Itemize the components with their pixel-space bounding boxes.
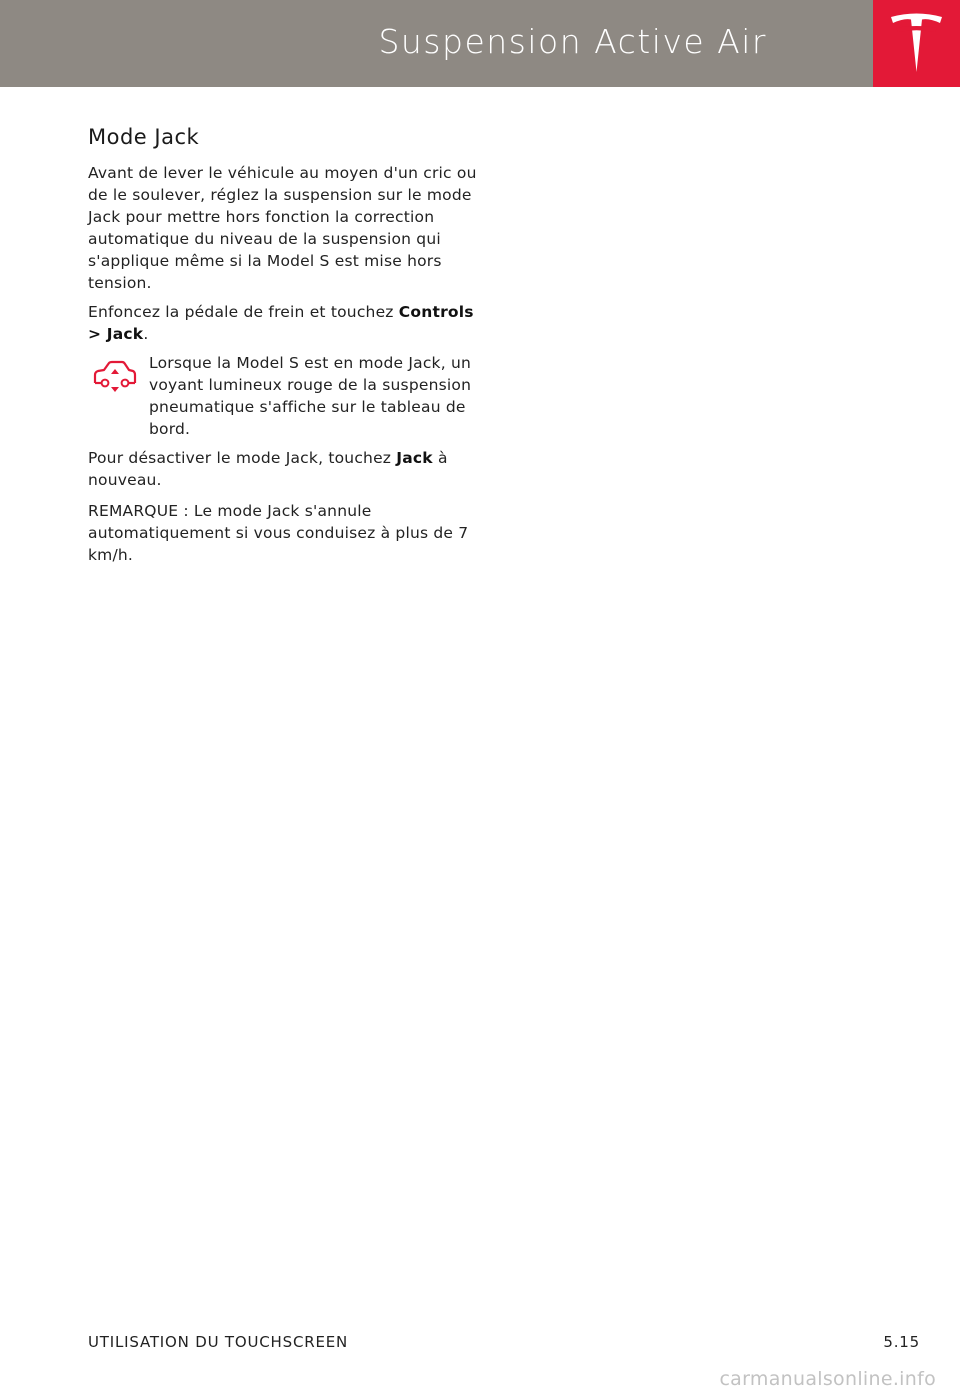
page-title: Suspension Active Air bbox=[378, 22, 767, 61]
logo-box bbox=[873, 0, 960, 87]
section-title: Mode Jack bbox=[88, 125, 200, 149]
main-content bbox=[88, 122, 480, 573]
suspension-warning-icon bbox=[92, 358, 138, 394]
tesla-logo-icon bbox=[888, 12, 945, 74]
watermark: carmanualsonline.info bbox=[719, 1368, 936, 1390]
indicator-note-text: Lorsque la Model S est en mode Jack, un voyant lumineux rouge de la suspension pneumatique s'affiche sur le tableau de bord. bbox=[149, 354, 472, 438]
deactivate-paragraph bbox=[88, 447, 480, 491]
instruction-text: Enfoncez la pédale de frein et touchez bbox=[88, 303, 394, 321]
footer-page-number: 5.15 bbox=[883, 1333, 920, 1351]
controls-jack-path: Controls > Jack bbox=[88, 303, 474, 343]
intro-paragraph: Avant de lever le véhicule au moyen d'un cric ou de le soulever, réglez la suspension sur le mode Jack pour mettre hors fonction la correction automatique du niveau de la suspension qui s'applique même si la Model S est mise hors tension. bbox=[88, 164, 477, 292]
instruction-end: . bbox=[143, 325, 149, 343]
deactivate-end: à nouveau. bbox=[88, 449, 448, 489]
instruction-paragraph bbox=[88, 301, 480, 345]
remark-paragraph: REMARQUE : Le mode Jack s'annule automatiquement si vous conduisez à plus de 7 km/h. bbox=[88, 502, 469, 564]
deactivate-text: Pour désactiver le mode Jack, touchez bbox=[88, 449, 392, 467]
indicator-note bbox=[88, 352, 480, 440]
footer-section-label: UTILISATION DU TOUCHSCREEN bbox=[88, 1333, 349, 1351]
jack-label: Jack bbox=[396, 449, 433, 467]
header-band bbox=[0, 0, 873, 87]
